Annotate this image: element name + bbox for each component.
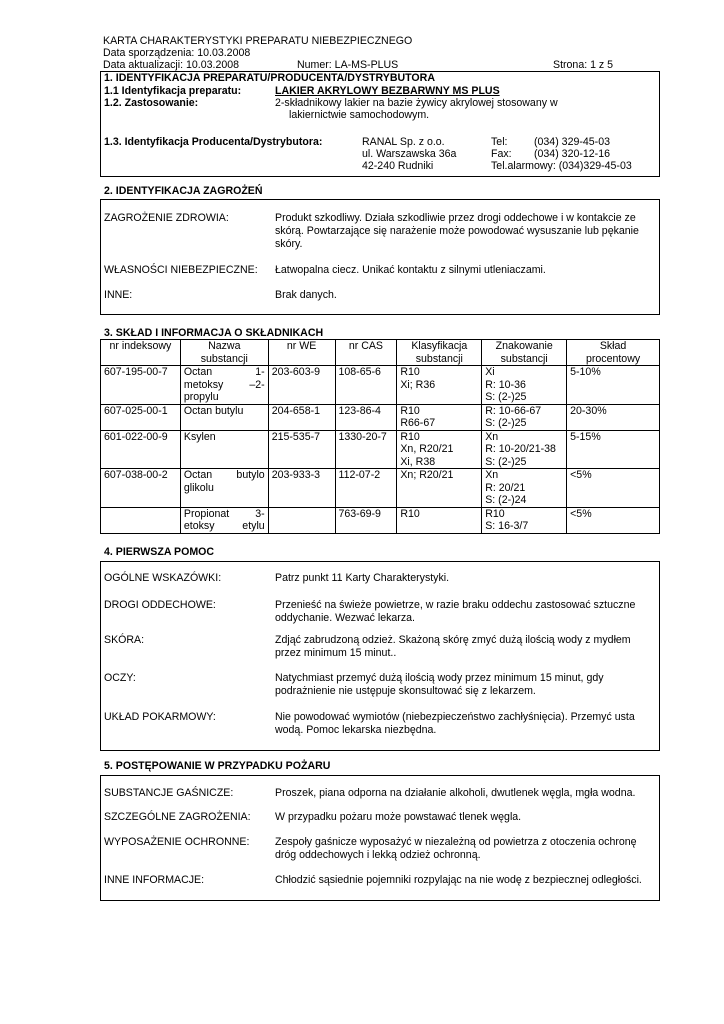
cell-percent: 20-30%	[567, 404, 660, 430]
other-info-label: INNE INFORMACJE:	[104, 874, 205, 886]
cell-name: Octan 1- metoksy –2- propylu	[180, 366, 268, 405]
cell-percent: 5-10%	[567, 366, 660, 405]
column-header: nr WE	[268, 340, 335, 366]
general-label: OGÓLNE WSKAZÓWKI:	[104, 572, 222, 584]
use-line-2: lakiernictwie samochodowym.	[289, 109, 430, 121]
other-text: Brak danych.	[275, 289, 337, 301]
cell-we: 203-603-9	[268, 366, 335, 405]
other-info-text: Chłodzić sąsiednie pojemniki rozpylając na nie wodę z bezpiecznej odległości.	[275, 874, 642, 886]
general-text: Patrz punkt 11 Karty Charakterystyki.	[275, 572, 450, 584]
cell-name: Propionat 3- etoksy etylu	[180, 507, 268, 533]
cell-we: 203-933-3	[268, 469, 335, 508]
table-row	[101, 507, 660, 533]
cell-percent: 5-15%	[567, 430, 660, 469]
respiratory-label: DROGI ODDECHOWE:	[104, 599, 216, 611]
company-name: RANAL Sp. z o.o.	[362, 136, 445, 148]
table-header-row	[101, 340, 660, 366]
eyes-label: OCZY:	[104, 672, 136, 684]
cell-labeling: Xn R: 10-20/21-38 S: (2-)25	[482, 430, 567, 469]
tel-value: (034) 329-45-03	[534, 136, 610, 148]
tel-label: Tel:	[491, 136, 508, 148]
cell-cas: 108-65-6	[335, 366, 397, 405]
cell-classification: Xn; R20/21	[397, 469, 482, 508]
section-4-heading: 4. PIERWSZA POMOC	[104, 546, 215, 558]
update-date: Data aktualizacji: 10.03.2008	[103, 59, 240, 71]
digestive-text: Nie powodować wymiotów (niebezpieczeństwo zachłyśnięcia). Przemyć usta wodą. Pomoc lekarska niezbędna.	[275, 711, 635, 736]
properties-text: Łatwopalna ciecz. Unikać kontaktu z silnymi utleniaczami.	[275, 264, 546, 276]
digestive-label: UKŁAD POKARMOWY:	[104, 711, 216, 723]
cell-labeling: Xn R: 20/21 S: (2-)24	[482, 469, 567, 508]
skin-text: Zdjąć zabrudzoną odzież. Skażoną skórę zmyć dużą ilością wody z mydłem przez minimum 15 minut..	[275, 634, 631, 659]
cell-percent: <5%	[567, 507, 660, 533]
properties-label: WŁASNOŚCI NIEBEZPIECZNE:	[104, 264, 258, 276]
cell-we: 204-658-1	[268, 404, 335, 430]
column-header: nr indeksowy	[101, 340, 181, 366]
cell-labeling: Xi R: 10-36 S: (2-)25	[482, 366, 567, 405]
table-row	[101, 430, 660, 469]
cell-name: Octan butylu	[180, 404, 268, 430]
extinguishing-label: SUBSTANCJE GAŚNICZE:	[104, 787, 234, 799]
cell-percent: <5%	[567, 469, 660, 508]
section-3-heading: 3. SKŁAD I INFORMACJA O SKŁADNIKACH	[104, 327, 324, 339]
creation-date: Data sporządzenia: 10.03.2008	[103, 47, 251, 59]
use-line-1: 2-składnikowy lakier na bazie żywicy akrylowej stosowany w	[275, 97, 558, 109]
composition-table	[100, 339, 660, 534]
special-hazards-text: W przypadku pożaru może powstawać tlenek węgla.	[275, 811, 522, 823]
hazard-label: ZAGROŻENIE ZDROWIA:	[104, 212, 229, 224]
eyes-text: Natychmiast przemyć dużą ilością wody przez minimum 15 minut, gdy podrażnienie nie ustępuje skonsultować się z lekarzem.	[275, 672, 604, 697]
cell-cas: 123-86-4	[335, 404, 397, 430]
skin-label: SKÓRA:	[104, 634, 145, 646]
cell-name: Ksylen	[180, 430, 268, 469]
column-header: Znakowanie substancji	[482, 340, 567, 366]
use-label: 1.2. Zastosowanie:	[104, 97, 199, 109]
table-row	[101, 469, 660, 508]
cell-name: Octan butylo glikolu	[180, 469, 268, 508]
cell-we: 215-535-7	[268, 430, 335, 469]
company-street: ul. Warszawska 36a	[362, 148, 457, 160]
cell-we	[268, 507, 335, 533]
page-number: Strona: 1 z 5	[553, 59, 614, 71]
document-title: KARTA CHARAKTERYSTYKI PREPARATU NIEBEZPIECZNEGO	[103, 35, 413, 47]
protective-equipment-text: Zespoły gaśnicze wyposażyć w niezależną od powietrza z otoczenia ochronę dróg oddechowych i lekką odzież ochronną.	[275, 836, 637, 861]
column-header: Nazwa substancji	[180, 340, 268, 366]
cell-classification: R10 Xi; R36	[397, 366, 482, 405]
cell-classification: R10 Xn, R20/21 Xi, R38	[397, 430, 482, 469]
cell-index	[101, 507, 181, 533]
cell-index: 607-025-00-1	[101, 404, 181, 430]
document-number: Numer: LA-MS-PLUS	[297, 59, 399, 71]
cell-index: 607-038-00-2	[101, 469, 181, 508]
cell-labeling: R: 10-66-67 S: (2-)25	[482, 404, 567, 430]
column-header: nr CAS	[335, 340, 397, 366]
cell-classification: R10	[397, 507, 482, 533]
extinguishing-text: Proszek, piana odporna na działanie alkoholi, dwutlenek węgla, mgła wodna.	[275, 787, 636, 799]
protective-equipment-label: WYPOSAŻENIE OCHRONNE:	[104, 836, 250, 848]
cell-cas: 112-07-2	[335, 469, 397, 508]
cell-index: 601-022-00-9	[101, 430, 181, 469]
company-city: 42-240 Rudniki	[362, 160, 434, 172]
column-header: Skład procentowy	[567, 340, 660, 366]
section-5-heading: 5. POSTĘPOWANIE W PRZYPADKU POŻARU	[104, 760, 331, 772]
special-hazards-label: SZCZEGÓLNE ZAGROŻENIA:	[104, 811, 251, 823]
cell-labeling: R10 S: 16-3/7	[482, 507, 567, 533]
section-2-heading: 2. IDENTYFIKACJA ZAGROŻEŃ	[104, 185, 263, 197]
cell-classification: R10 R66-67	[397, 404, 482, 430]
fax-label: Fax:	[491, 148, 512, 160]
respiratory-text: Przenieść na świeże powietrze, w razie braku oddechu zastosować sztuczne oddychanie. Wezwać lekarza.	[275, 599, 636, 624]
fax-value: (034) 320-12-16	[534, 148, 610, 160]
column-header: Klasyfikacja substancji	[397, 340, 482, 366]
section-1-heading: 1. IDENTYFIKACJA PREPARATU/PRODUCENTA/DYSTRYBUTORA	[104, 72, 435, 84]
hazard-text: Produkt szkodliwy. Działa szkodliwie przez drogi oddechowe i w kontakcie ze skórą. Powtarzające się narażenie może powodować wysuszanie lub pękanie skóry.	[275, 212, 639, 250]
table-row	[101, 366, 660, 405]
cell-index: 607-195-00-7	[101, 366, 181, 405]
preparation-label: 1.1 Identyfikacja preparatu:	[104, 85, 242, 97]
preparation-name: LAKIER AKRYLOWY BEZBARWNY MS PLUS	[275, 85, 500, 97]
producer-label: 1.3. Identyfikacja Producenta/Dystrybutora:	[104, 136, 323, 148]
table-row	[101, 404, 660, 430]
other-label: INNE:	[104, 289, 133, 301]
alarm-phone: Tel.alarmowy: (034)329-45-03	[491, 160, 632, 172]
cell-cas: 1330-20-7	[335, 430, 397, 469]
cell-cas: 763-69-9	[335, 507, 397, 533]
